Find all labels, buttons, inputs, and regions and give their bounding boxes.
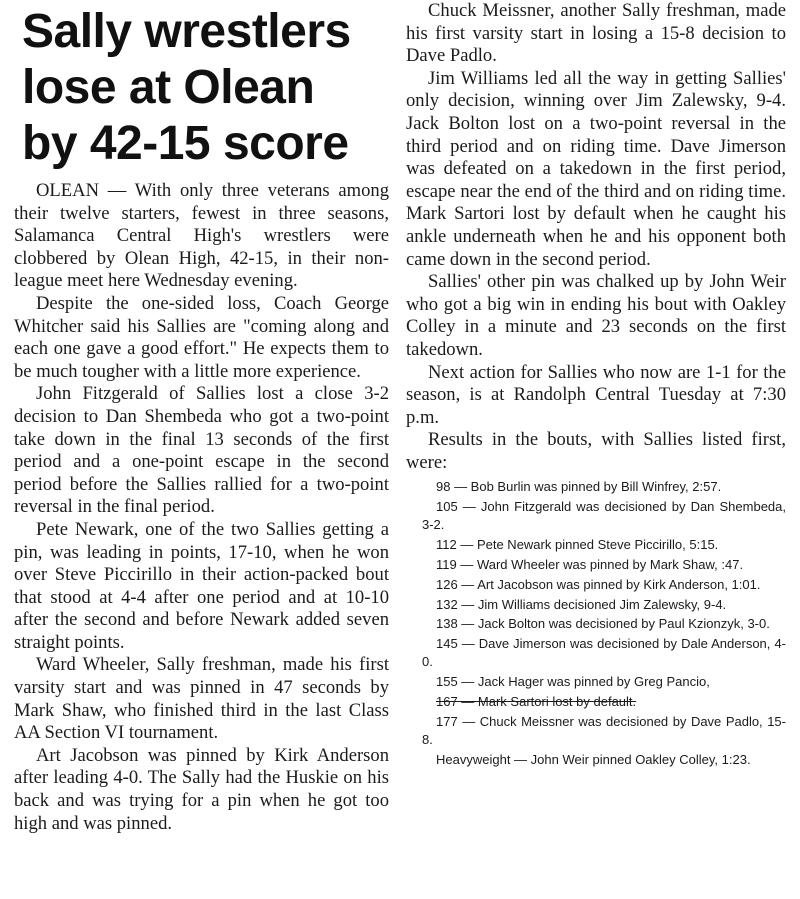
result-item: 132 — Jim Williams decisioned Jim Zalewsky, 9-4. <box>436 596 727 612</box>
body-paragraph: OLEAN — With only three veterans among their twelve starters, fewest in three seasons, Salamanca Central High's wrestlers were clobbered by Olean High, 42-15, in their non-league meet here Wednesday evening. <box>14 180 389 292</box>
result-item: 119 — Ward Wheeler was pinned by Mark Shaw, :47. <box>436 557 744 573</box>
result-item: 145 — Dave Jimerson was decisioned by Dale Anderson, 4-0. <box>422 636 786 670</box>
body-paragraph: Chuck Meissner, another Sally freshman, made his first varsity start in losing a 15-8 decision to Dave Padlo. <box>406 0 786 67</box>
left-column <box>14 0 389 835</box>
result-item: 167 — Mark Sartori lost by default. <box>436 694 637 710</box>
result-item: 112 — Pete Newark pinned Steve Piccirillo, 5:15. <box>436 537 719 553</box>
headline-line: Sally wrestlers <box>22 5 351 58</box>
result-item: 138 — Jack Bolton was decisioned by Paul Kzionzyk, 3-0. <box>436 616 770 632</box>
headline <box>22 4 389 172</box>
body-paragraph: Art Jacobson was pinned by Kirk Anderson after leading 4-0. The Sally had the Huskie on his back and was trying for a pin when he got too high and was pinned. <box>14 744 389 834</box>
result-item: Heavyweight — John Weir pinned Oakley Colley, 1:23. <box>436 751 751 767</box>
body-paragraph: Jim Williams led all the way in getting Sallies' only decision, winning over Jim Zalewsky, 9-4. Jack Bolton lost on a two-point reversal in the third period and on riding time. Dave Jimerson was defeated on a takedown in the first period, escape near the end of the third and on riding time. Mark Sartori lost by default when he caught his ankle underneath when he and his opponent both came down in the second period. <box>406 67 786 270</box>
right-column <box>406 0 786 771</box>
headline-line: by 42-15 score <box>22 117 349 170</box>
result-item: 126 — Art Jacobson was pinned by Kirk Anderson, 1:01. <box>436 576 761 592</box>
body-paragraph: Sallies' other pin was chalked up by John Weir who got a big win in ending his bout with Oakley Colley in a minute and 23 seconds on the first takedown. <box>406 271 786 360</box>
body-paragraph: Ward Wheeler, Sally freshman, made his first varsity start and was pinned in 47 seconds by Mark Shaw, who finished third in the last Class AA Section VI tournament. <box>14 654 389 744</box>
body-paragraph: John Fitzgerald of Sallies lost a close 3-2 decision to Dan Shembeda who got a two-point take down in the final 13 seconds of the first period and a one-point escape in the second period before the Sallies rallied for a two-point reversal in the final period. <box>14 383 389 518</box>
body-paragraph: Despite the one-sided loss, Coach George Whitcher said his Sallies are "coming along and each one gave a good effort." He expects them to be much tougher with a little more experience. <box>14 292 389 382</box>
headline-line: lose at Olean <box>22 61 315 114</box>
result-item: 98 — Bob Burlin was pinned by Bill Winfrey, 2:57. <box>436 479 722 495</box>
body-paragraph: Results in the bouts, with Sallies listed first, were: <box>406 429 786 473</box>
result-item: 155 — Jack Hager was pinned by Greg Pancio, <box>436 674 710 690</box>
body-paragraph: Next action for Sallies who now are 1-1 for the season, is at Randolph Central Tuesday at 7:30 p.m. <box>406 361 786 428</box>
results-list <box>422 478 786 769</box>
result-item: 177 — Chuck Meissner was decisioned by Dave Padlo, 15-8. <box>422 713 786 748</box>
body-paragraph: Pete Newark, one of the two Sallies getting a pin, was leading in points, 17-10, when he won over Steve Piccirillo in their action-packed bout that stood at 4-4 after one period and at 10-10 after the second and before Newark added seven straight points. <box>14 518 389 653</box>
result-item: 105 — John Fitzgerald was decisioned by Dan Shembeda, 3-2. <box>422 499 786 533</box>
